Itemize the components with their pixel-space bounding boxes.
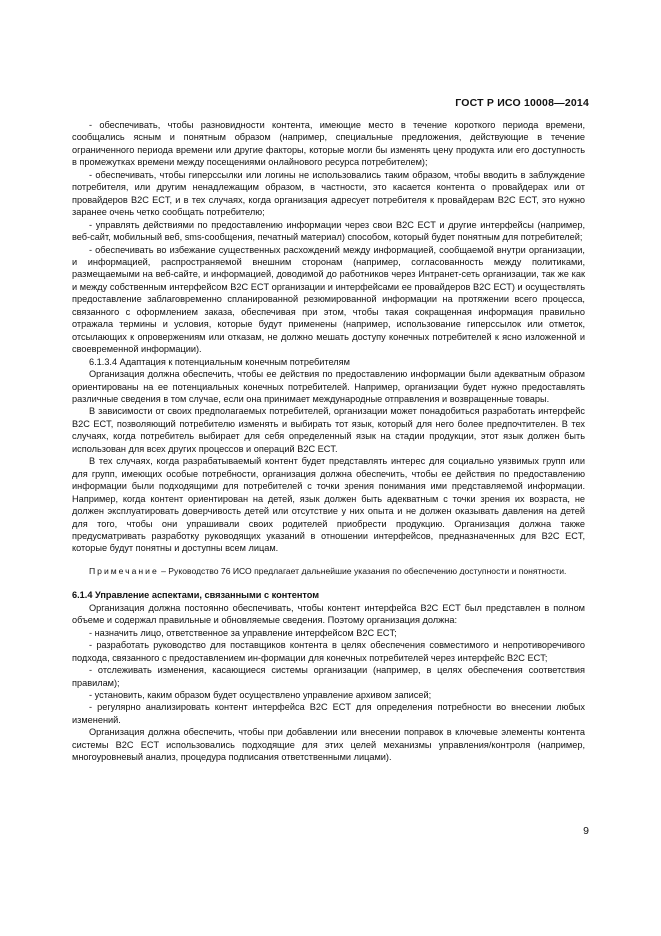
list-item: - отслеживать изменения, касающиеся системы организации (например, в целях обеспечения соответствия правилам); — [72, 665, 585, 688]
paragraph: - обеспечивать, чтобы гиперссылки или логины не использовались таким образом, чтобы вводить в заблуждение потребителя, или другим ненадлежащим образом, в частности, это касается контента о провайдерах или от провайдеров B2C ECT, и в тех случаях, когда организация адресует потребителя к провайдерам B2C ECT, это нужно заранее очень четко сообщать потребителю; — [72, 169, 585, 218]
paragraph: Организация должна обеспечить, чтобы ее действия по предоставлению информации были адекватным образом ориентированы на ее потенциальных конечных потребителей. Например, организации будет нужно предоставлять различные сведения в том случае, если она принимает международные отправления и возвращенные товары. — [72, 369, 585, 404]
page-header-standard-number: ГОСТ Р ИСО 10008—2014 — [455, 97, 589, 109]
paragraph: В зависимости от своих предполагаемых потребителей, организации может понадобиться разработать интерфейс B2C ECT, позволяющий потребителю изменять и выбирать тот язык, который для него более предпочтителен. В тех случаях, когда потребитель выбирает для себя определенный язык на стадии продукции, этот язык должен быть использован для всех других процессов и операций B2C ECT. — [72, 406, 585, 454]
document-body — [72, 119, 585, 764]
note-text: – Руководство 76 ИСО предлагает дальнейшие указания по обеспечению доступности и понятности. — [158, 565, 567, 576]
paragraph: - управлять действиями по предоставлению информации через свои B2C ECT и другие интерфейсы (например, веб-сайт, мобильный веб, sms-сообщения, печатный материал) способом, который будет понятным для потребителей; — [72, 219, 585, 243]
note-label: Примечание — [89, 565, 159, 576]
page-number: 9 — [583, 825, 589, 837]
paragraph: Организация должна обеспечить, чтобы при добавлении или внесении поправок в ключевые элементы контента системы B2C ECT использовались подходящие для этих целей механизмы управления/контроля (например, многоуровневый анализ, процедура подписания ответственными лицами). — [72, 727, 585, 763]
paragraph: В тех случаях, когда разрабатываемый контент будет представлять интерес для социально уязвимых групп или для групп, имеющих особые потребности, организация должна обеспечить, чтобы ее действия по предоставлению информации были подходящими для потребителей с точки зрения понимания ими представляемой информации. Например, когда контент ориентирован на детей, язык должен быть адекватным с точки зрения их возраста, не должен эксплуатировать доверчивость детей или отсутствие у них опыта и не должен оказывать давления на детей для того, чтобы они упрашивали своих родителей приобрести продукцию. Организация должна также предусматривать разработку руководящих указаний в отношении интерфейсов, предназначенных для B2C ECT, которые будут понятны и доступны всем лицам. — [72, 456, 585, 554]
paragraph: - обеспечивать, чтобы разновидности контента, имеющие место в течение короткого периода времени, сообщались ясным и понятным образом (например, специальные предложения, действующие в течение ограниченного периода времени или другие факторы, которые могли бы изменять цену продукта или его доступность в промежутках времени между посещениями онлайнового ресурса потребителем); — [72, 120, 585, 168]
section-heading: 6.1.4 Управление аспектами, связанными с контентом — [72, 590, 320, 601]
list-item: - установить, каким образом будет осуществлено управление архивом записей; — [89, 689, 432, 700]
list-item: - разработать руководство для поставщиков контента в целях обеспечения совместимого и непротиворечивого подхода, связанного с предоставлением ин-формации для конечных потребителей через интерфейс B2C ECT; — [72, 640, 585, 663]
paragraph: Организация должна постоянно обеспечивать, чтобы контент интерфейса B2C ECT был представлен в полном объеме и содержал правильные и обновляемые сведения. Поэтому организация должна: — [72, 602, 585, 626]
paragraph: - обеспечивать во избежание существенных расхождений между информацией, сообщаемой внутри организации, и информацией, распространяемой внешним сторонам (например, согласованность между политиками, размещаемыми на веб-сайте, и информацией, доводимой до работников через Интранет-сеть организации, так же как и между собственным интерфейсом B2C ECT организации и интерфейсами ее провайдеров B2C ECT) и осуществлять предоставление заблаговременно спланированной резюмированной информации на протяжении всего процесса, связанного с оформлением заказа, обеспечивая при этом, чтобы такая сокращенная информация правильно отражала термины и условия, которые будут применены (например, использование гиперссылок или отметок, отсылающих к опровержениям или отказам, не должно мешать доступу конечных потребителей к ясно изложенной и своевременной информации). — [72, 244, 585, 355]
subsection-heading: 6.1.3.4 Адаптация к потенциальным конечным потребителям — [89, 356, 350, 367]
list-item: - регулярно анализировать контент интерфейса B2C ECT для определения потребности во внесении любых изменений. — [72, 702, 585, 725]
note — [72, 566, 585, 578]
list-item: - назначить лицо, ответственное за управление интерфейсом B2C ECT; — [89, 627, 397, 638]
